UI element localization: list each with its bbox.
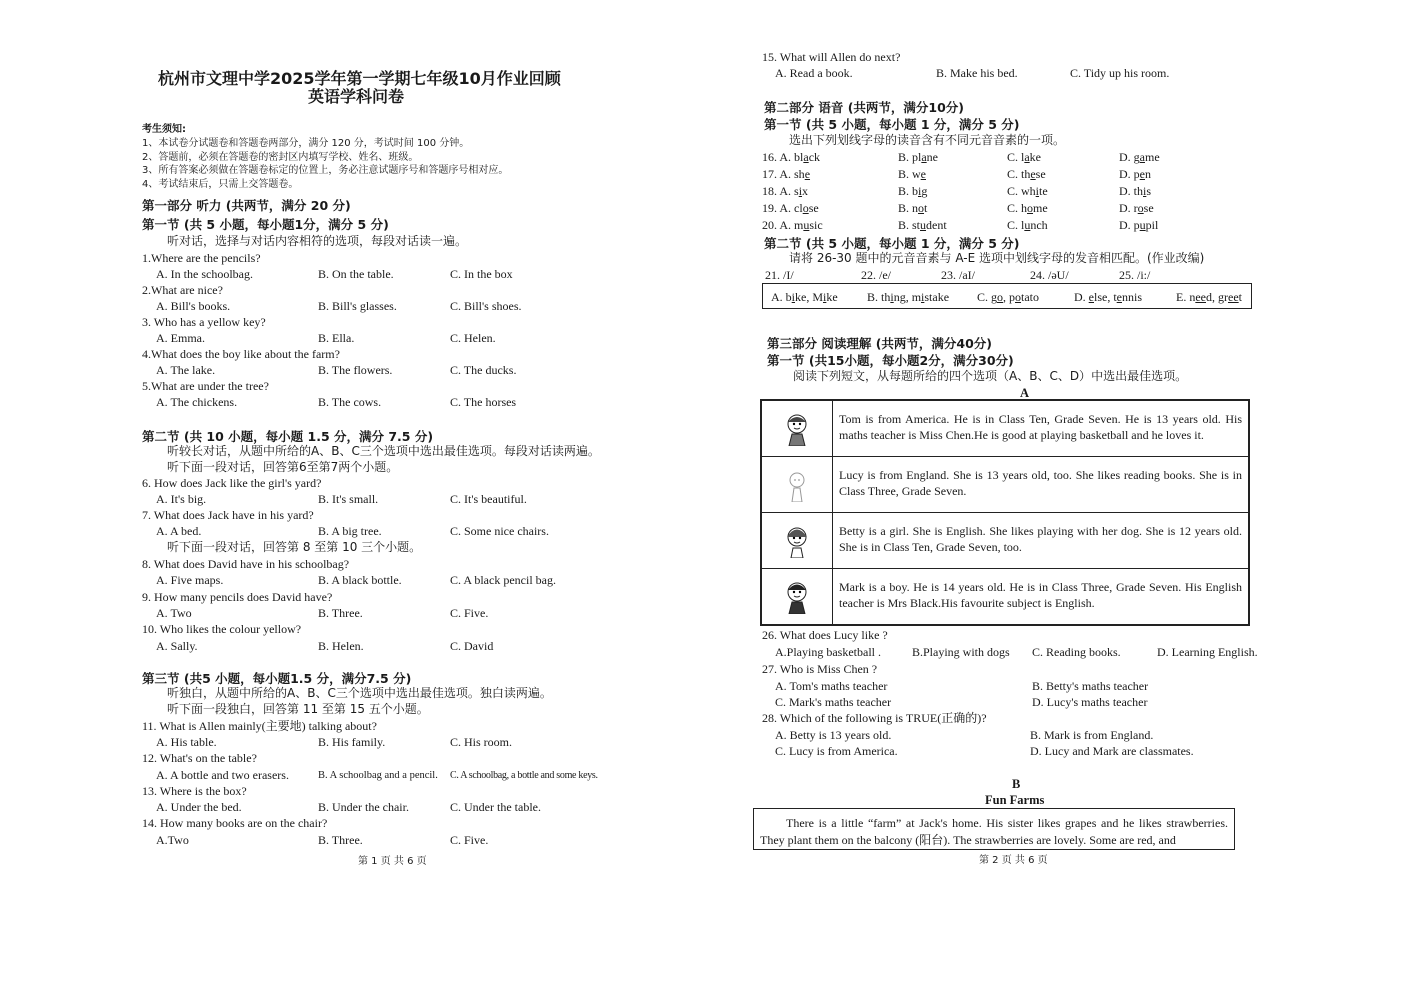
question-text: 13. Where is the box?: [142, 784, 247, 798]
part2-section2-instructions: 请将 26-30 题中的元音音素与 A-E 选项中划线字母的发音相匹配。(作业改编): [789, 251, 1205, 265]
option-a: A. His table.: [156, 735, 217, 749]
question-text: 27. Who is Miss Chen ?: [762, 662, 878, 676]
option-a: A. Under the bed.: [156, 800, 242, 814]
phonics-row: 19. A. close: [762, 201, 819, 215]
exam-page-2: [707, 0, 1415, 1000]
option-c: C. The ducks.: [450, 363, 517, 377]
option-b: B. Three.: [318, 833, 363, 847]
passage-a-row: [762, 457, 1248, 513]
section1-instructions: 听对话，选择与对话内容相符的选项，每段对话读一遍。: [167, 234, 468, 248]
option-a: A. Tom's maths teacher: [775, 679, 888, 693]
phonics-option-b: B. not: [898, 201, 928, 215]
passage-a-text: Mark is a boy. He is 14 years old. He is in Class Three, Grade Seven. His English teacher is Mrs Black.His favourite subject is English.: [839, 580, 1242, 610]
option-a: A. A bed.: [156, 524, 202, 538]
phonics-option-d: D. this: [1119, 184, 1152, 198]
section2-sub-instruction: 听下面一段对话，回答第 8 至第 10 三个小题。: [167, 540, 422, 554]
question-text: 14. How many books are on the chair?: [142, 816, 328, 830]
part3-section1-title: 第一节 (共15小题，每小题2分，满分30分): [767, 353, 1014, 368]
option-c: C. Reading books.: [1032, 645, 1121, 659]
matching-option-c: C. go, potato: [977, 290, 1040, 304]
passage-a-table: [760, 399, 1250, 626]
matching-option-e: E. need, greet: [1176, 290, 1242, 304]
matching-option-d: D. else, tennis: [1074, 290, 1143, 304]
option-a: A.Playing basketball .: [775, 645, 881, 659]
passage-a-text: Tom is from America. He is in Class Ten, Grade Seven. He is 13 years old. His maths teacher is Miss Chen.He is good at playing basketball and he loves it.: [839, 412, 1242, 442]
boy-avatar-icon: [762, 569, 833, 624]
notice-item: 4、考试结束后，只需上交答题卷。: [142, 179, 299, 190]
sound-item: 25. /i:/: [1119, 268, 1151, 282]
option-d: D. Learning English.: [1157, 645, 1258, 659]
option-a: A. In the schoolbag.: [156, 267, 253, 281]
option-a: A. The chickens.: [156, 395, 238, 409]
option-b: B. Betty's maths teacher: [1032, 679, 1149, 693]
option-a: A. Emma.: [156, 331, 205, 345]
boy-avatar-icon: [762, 401, 833, 456]
question-text: 3. Who has a yellow key?: [142, 315, 266, 329]
section3-sub-instruction: 听下面一段独白，回答第 11 至第 15 五个小题。: [167, 702, 429, 716]
phonics-row: 18. A. six: [762, 184, 809, 198]
option-b: B. Helen.: [318, 639, 364, 653]
phonics-row: 16. A. black: [762, 150, 821, 164]
option-b: B. A schoolbag and a pencil.: [318, 770, 438, 781]
option-a: A. Read a book.: [775, 66, 853, 80]
phonics-option-c: C. home: [1007, 201, 1048, 215]
option-b: B. Make his bed.: [936, 66, 1018, 80]
passage-a-label: A: [1020, 386, 1030, 400]
section1-title: 第一节 (共 5 小题，每小题1分，满分 5 分): [142, 217, 389, 232]
option-c: C. It's beautiful.: [450, 492, 527, 506]
option-c: C. His room.: [450, 735, 513, 749]
option-b: B.Playing with dogs: [912, 645, 1010, 659]
option-c: C. In the box: [450, 267, 513, 281]
passage-a-text: Betty is a girl. She is English. She likes playing with her dog. She is 12 years old. She is in Class Ten, Grade Seven, too.: [839, 524, 1242, 554]
part3-title: 第三部分 阅读理解 (共两节，满分40分): [767, 336, 993, 351]
part2-section1-instructions: 选出下列划线字母的读音含有不同元音音素的一项。: [789, 133, 1066, 147]
page-footer: 第 2 页 共 6 页: [979, 855, 1048, 866]
section3-instructions: 听独白，从题中所给的A、B、C三个选项中选出最佳选项。独白读两遍。: [167, 686, 552, 700]
option-c: C. Five.: [450, 606, 489, 620]
matching-option-b: B. thing, mistake: [867, 290, 950, 304]
option-b: B. A black bottle.: [318, 573, 402, 587]
passage-b-text-box: There is a little “farm” at Jack's home. His sister likes grapes and he likes strawberries. They plant them on the balcony (阳台). The strawberries are lovely. Some are red, and: [753, 808, 1235, 850]
option-b: B. It's small.: [318, 492, 379, 506]
exam-title-line1: 杭州市文理中学2025学年第一学期七年级10月作业回顾: [158, 69, 561, 88]
option-c: C. David: [450, 639, 494, 653]
section2-title: 第二节 (共 10 小题，每小题 1.5 分，满分 7.5 分): [142, 429, 434, 444]
matching-option-a: A. bike, Mike: [771, 290, 838, 304]
phonics-option-d: D. pupil: [1119, 218, 1159, 232]
option-b: B. Ella.: [318, 331, 355, 345]
notice-item: 2、答题前，必须在答题卷的密封区内填写学校、姓名、班级。: [142, 152, 419, 163]
sound-item: 21. /I/: [765, 268, 794, 282]
question-text: 15. What will Allen do next?: [762, 50, 901, 64]
passage-b-label: B: [1012, 777, 1021, 791]
passage-a-text: Lucy is from England. She is 13 years old, too. She likes reading books. She is in Class Three, Grade Seven.: [839, 468, 1242, 498]
question-text: 4.What does the boy like about the farm?: [142, 347, 340, 361]
phonics-row: 17. A. she: [762, 167, 811, 181]
notice-item: 1、本试卷分试题卷和答题卷两部分，满分 120 分，考试时间 100 分钟。: [142, 138, 470, 149]
option-a: A. Sally.: [156, 639, 198, 653]
girl-avatar-icon: [762, 457, 833, 512]
option-c: C. Some nice chairs.: [450, 524, 549, 538]
question-text: 5.What are under the tree?: [142, 379, 269, 393]
sound-item: 23. /aI/: [941, 268, 975, 282]
notice-heading: 考生须知:: [142, 124, 186, 135]
section2-instructions: 听较长对话，从题中所给的A、B、C三个选项中选出最佳选项。每段对话读两遍。: [167, 444, 600, 458]
exam-page-1: [0, 0, 707, 1000]
phonics-option-c: C. these: [1007, 167, 1046, 181]
question-text: 6. How does Jack like the girl's yard?: [142, 476, 322, 490]
option-a: A. Bill's books.: [156, 299, 231, 313]
question-text: 11. What is Allen mainly(主要地) talking about?: [142, 719, 377, 733]
passage-a-row: [762, 401, 1248, 457]
phonics-option-c: C. white: [1007, 184, 1048, 198]
sound-item: 24. /əU/: [1030, 268, 1069, 282]
question-text: 26. What does Lucy like ?: [762, 628, 888, 642]
phonics-option-d: D. pen: [1119, 167, 1151, 181]
part2-section1-title: 第一节 (共 5 小题，每小题 1 分，满分 5 分): [764, 117, 1020, 132]
section3-title: 第三节 (共5 小题，每小题1.5 分，满分7.5 分): [142, 671, 412, 686]
phonics-option-b: B. student: [898, 218, 947, 232]
option-c: C. Bill's shoes.: [450, 299, 522, 313]
option-a: A. Five maps.: [156, 573, 224, 587]
option-a: A. The lake.: [156, 363, 216, 377]
option-b: B. Under the chair.: [318, 800, 409, 814]
exam-title-line2: 英语学科问卷: [308, 87, 405, 106]
part3-section1-instructions: 阅读下列短文，从每题所给的四个选项（A、B、C、D）中选出最佳选项。: [793, 369, 1188, 383]
question-text: 1.Where are the pencils?: [142, 251, 261, 265]
phonics-option-d: D. rose: [1119, 201, 1154, 215]
question-text: 28. Which of the following is TRUE(正确的)?: [762, 711, 987, 725]
option-c: C. Under the table.: [450, 800, 541, 814]
option-b: B. A big tree.: [318, 524, 382, 538]
option-c: C. Lucy is from America.: [775, 744, 898, 758]
question-text: 10. Who likes the colour yellow?: [142, 622, 302, 636]
passage-b-title: Fun Farms: [985, 793, 1045, 807]
part2-title: 第二部分 语音 (共两节，满分10分): [764, 100, 965, 115]
option-b: B. Three.: [318, 606, 363, 620]
part1-title: 第一部分 听力 (共两节，满分 20 分): [142, 198, 351, 213]
phonics-row: 20. A. music: [762, 218, 823, 232]
phonics-option-b: B. big: [898, 184, 928, 198]
option-c: C. The horses: [450, 395, 517, 409]
option-d: D. Lucy's maths teacher: [1032, 695, 1148, 709]
option-a: A.Two: [156, 833, 189, 847]
option-c: C. Helen.: [450, 331, 496, 345]
phonics-option-c: C. lunch: [1007, 218, 1048, 232]
sound-item: 22. /e/: [861, 268, 891, 282]
phonics-option-b: B. plane: [898, 150, 938, 164]
question-text: 12. What's on the table?: [142, 751, 257, 765]
option-c: C. A schoolbag, a bottle and some keys.: [450, 770, 598, 781]
passage-a-row: [762, 569, 1248, 624]
question-text: 8. What does David have in his schoolbag?: [142, 557, 350, 571]
option-b: B. Bill's glasses.: [318, 299, 397, 313]
option-c: C. Tidy up his room.: [1070, 66, 1170, 80]
page-footer: 第 1 页 共 6 页: [358, 856, 427, 867]
option-b: B. The flowers.: [318, 363, 393, 377]
option-c: C. Mark's maths teacher: [775, 695, 892, 709]
option-a: A. It's big.: [156, 492, 207, 506]
option-b: B. On the table.: [318, 267, 394, 281]
option-b: B. The cows.: [318, 395, 382, 409]
passage-a-row: [762, 513, 1248, 569]
question-text: 9. How many pencils does David have?: [142, 590, 333, 604]
option-a: A. Two: [156, 606, 192, 620]
option-a: A. A bottle and two erasers.: [156, 768, 289, 782]
question-text: 7. What does Jack have in his yard?: [142, 508, 314, 522]
phonics-option-d: D. game: [1119, 150, 1160, 164]
option-b: B. Mark is from England.: [1030, 728, 1154, 742]
section2-sub-instruction: 听下面一段对话，回答第6至第7两个小题。: [167, 460, 399, 474]
girl-avatar-icon: [762, 513, 833, 568]
notice-item: 3、所有答案必须做在答题卷标定的位置上，务必注意试题序号和答题序号相对应。: [142, 165, 509, 176]
option-a: A. Betty is 13 years old.: [775, 728, 892, 742]
option-b: B. His family.: [318, 735, 386, 749]
question-text: 2.What are nice?: [142, 283, 223, 297]
phonics-option-c: C. lake: [1007, 150, 1041, 164]
option-d: D. Lucy and Mark are classmates.: [1030, 744, 1194, 758]
phonics-option-b: B. we: [898, 167, 926, 181]
part2-section2-title: 第二节 (共 5 小题，每小题 1 分，满分 5 分): [764, 236, 1020, 251]
option-c: C. Five.: [450, 833, 489, 847]
option-c: C. A black pencil bag.: [450, 573, 556, 587]
